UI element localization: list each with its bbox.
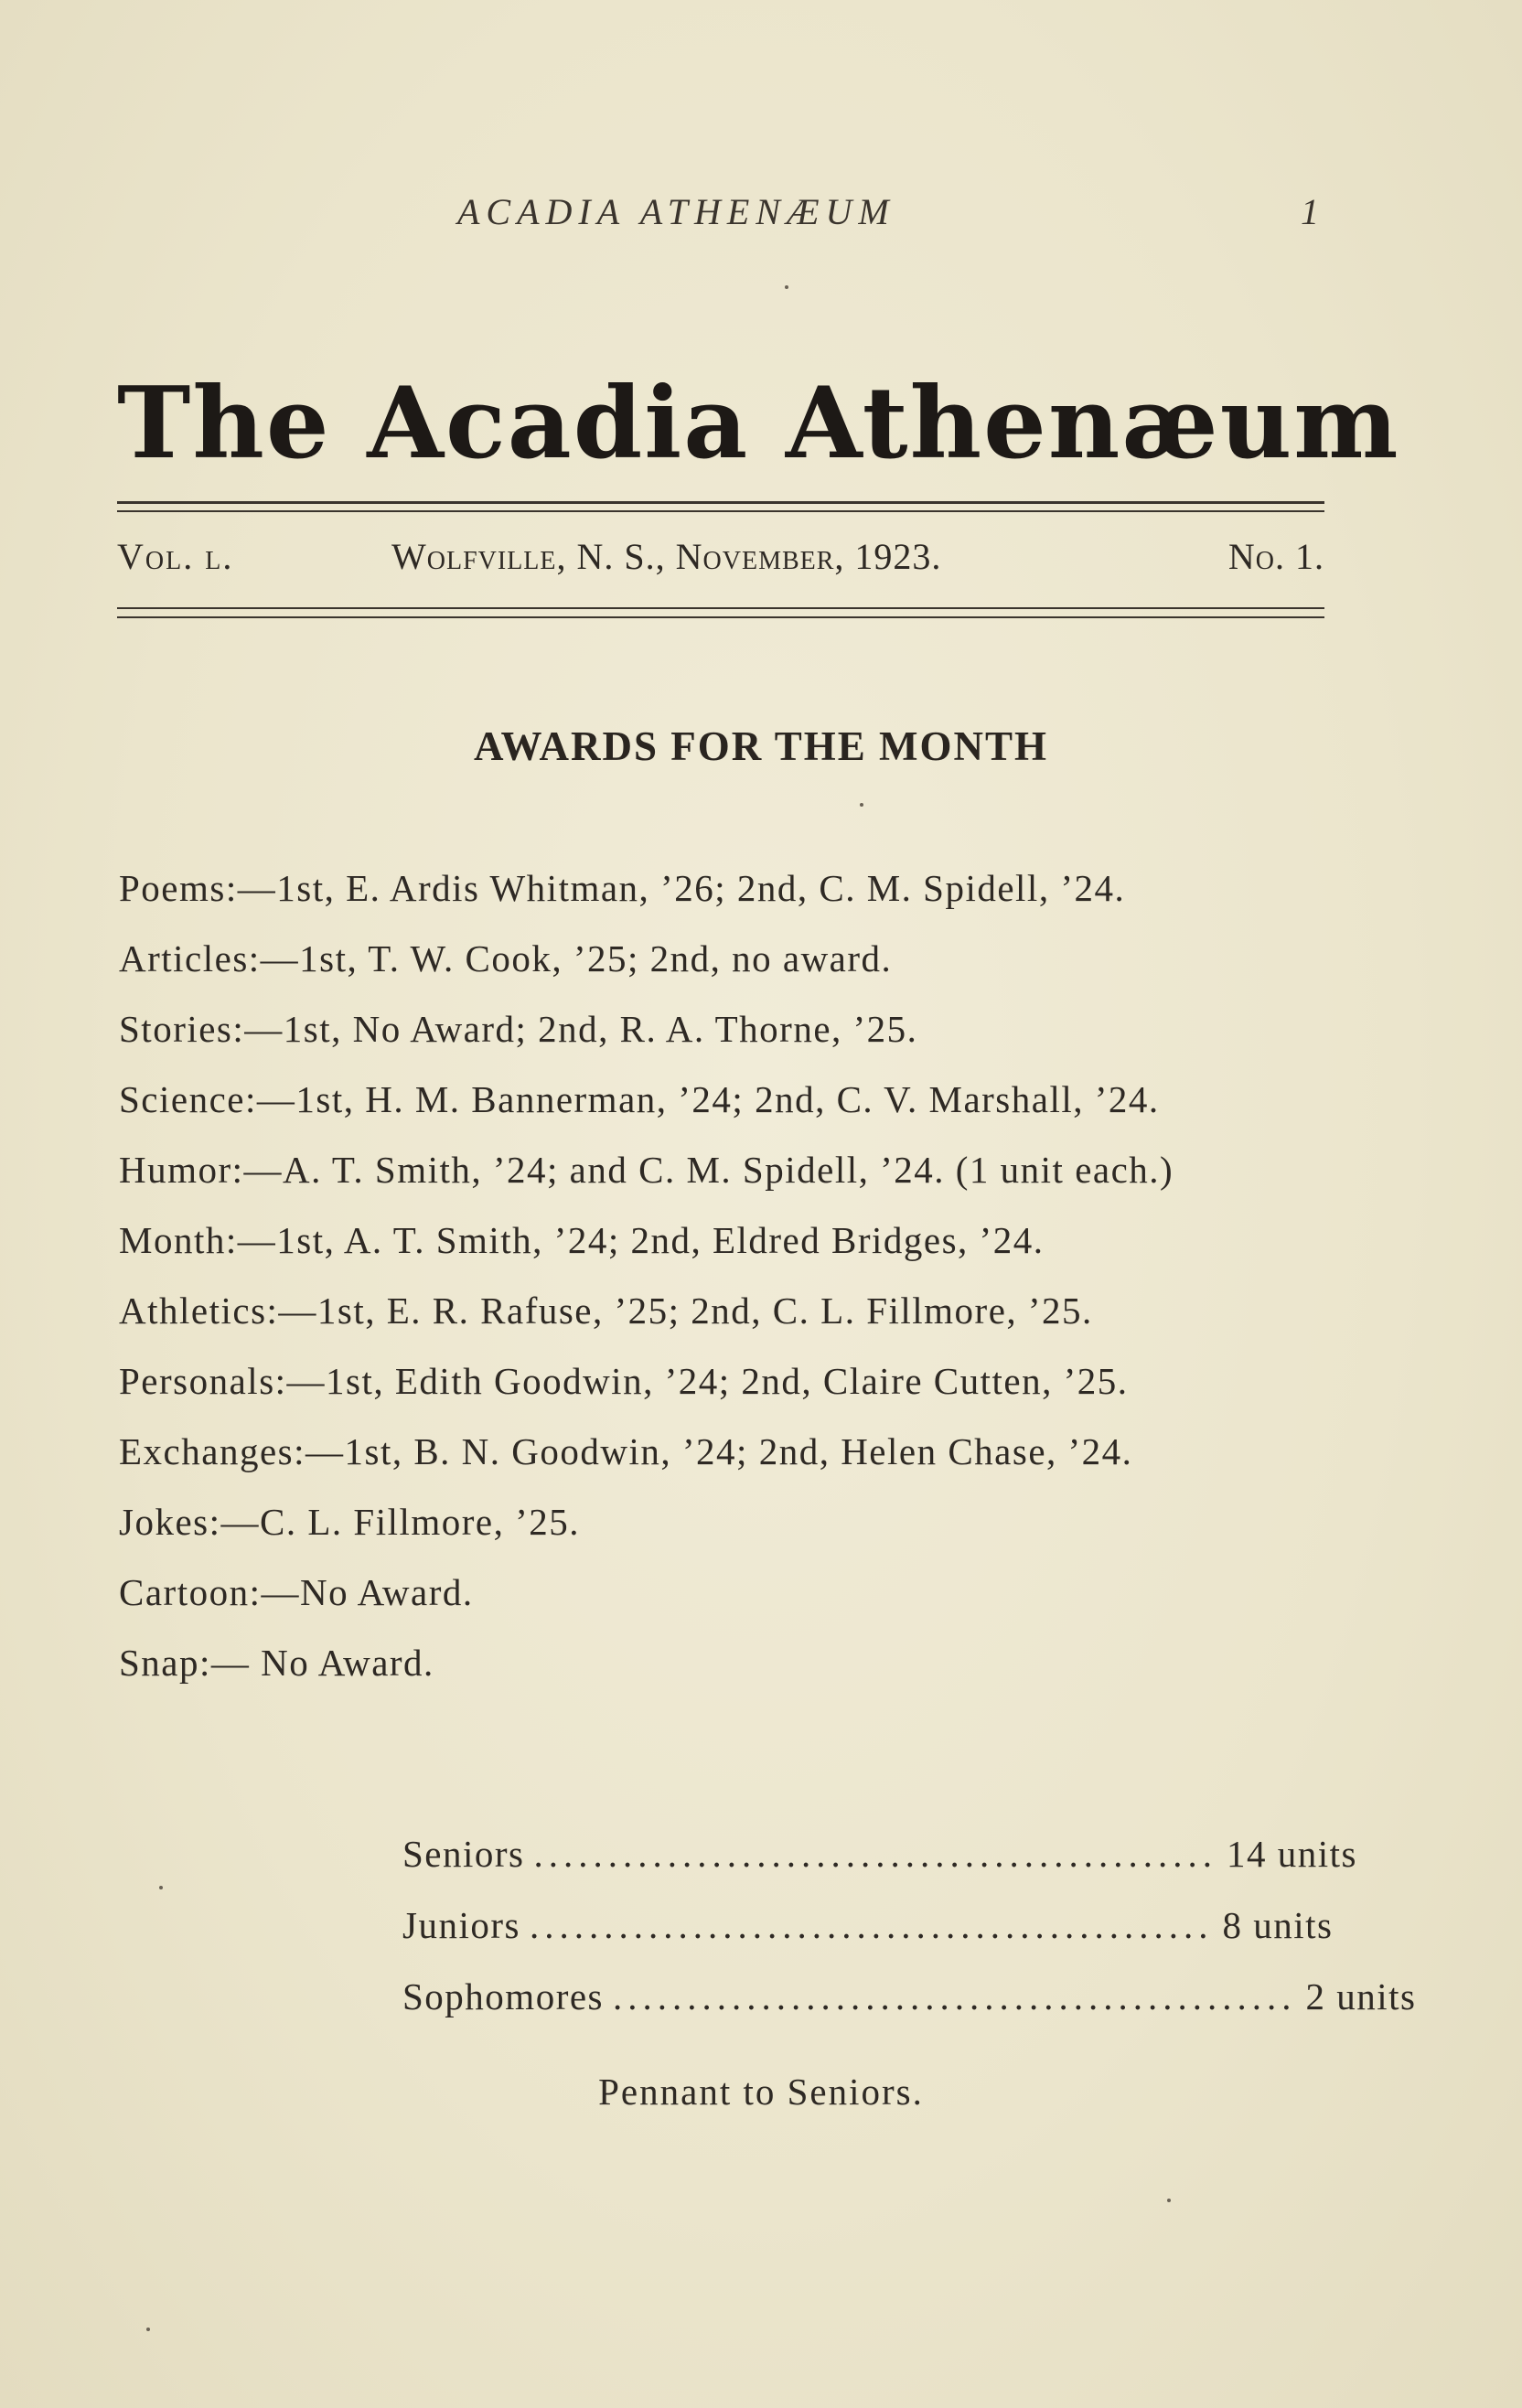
dot-leader: .............................................. [529,1904,1214,1946]
award-month: Month:—1st, A. T. Smith, ’24; 2nd, Eldred Bridges, ’24. [119,1219,1045,1261]
tally-class: Sophomores [402,1975,604,2017]
award-jokes: Jokes:—C. L. Fillmore, ’25. [119,1501,581,1543]
tally-class: Juniors [402,1904,520,1946]
award-personals: Personals:—1st, Edith Goodwin, ’24; 2nd, Claire Cutten, ’25. [119,1360,1129,1402]
issue-rule-top [117,607,1324,609]
section-title: AWARDS FOR THE MONTH [474,723,1048,769]
tally-units: 8 units [1222,1904,1334,1946]
volume-label: Vol. l. [117,536,234,577]
dot-leader: .............................................. [533,1833,1217,1875]
issue-number: No. 1. [1227,536,1324,577]
tally-units: 14 units [1227,1833,1357,1875]
award-athletics: Athletics:—1st, E. R. Rafuse, ’25; 2nd, C. L. Fillmore, ’25. [119,1290,1093,1332]
ink-speck [860,803,863,807]
award-poems: Poems:—1st, E. Ardis Whitman, ’26; 2nd, C. M. Spidell, ’24. [119,867,1126,909]
tally-row-juniors [402,1903,1334,1975]
tally-units: 2 units [1305,1975,1417,2017]
ink-speck [785,285,788,289]
issue-rule-bottom [117,616,1324,618]
issue-line [117,535,1324,590]
masthead-rule-top [117,501,1324,504]
masthead-rule-top-inner [117,510,1324,512]
award-articles: Articles:—1st, T. W. Cook, ’25; 2nd, no award. [119,937,893,979]
units-tally [402,1832,1417,2046]
page-number: 1 [1301,191,1319,232]
ink-speck [146,2328,150,2331]
running-title: ACADIA ATHENÆUM [457,191,895,232]
award-stories: Stories:—1st, No Award; 2nd, R. A. Thorne, ’25. [119,1008,918,1050]
award-exchanges: Exchanges:—1st, B. N. Goodwin, ’24; 2nd, Helen Chase, ’24. [119,1430,1133,1472]
award-cartoon: Cartoon:—No Award. [119,1571,474,1613]
tally-class: Seniors [402,1833,525,1875]
running-head [0,190,1522,245]
pennant-note: Pennant to Seniors. [598,2071,924,2113]
place-date: Wolfville, N. S., November, 1923. [391,536,942,577]
tally-row-sophomores [402,1975,1417,2046]
tally-row-seniors [402,1832,1357,1903]
masthead-title: The Acadia Athenæum [117,366,1400,481]
dot-leader: .............................................. [613,1975,1297,2017]
award-science: Science:—1st, H. M. Bannerman, ’24; 2nd, C. V. Marshall, ’24. [119,1078,1160,1120]
awards-list [119,864,1335,1709]
ink-speck [159,1886,163,1889]
award-snap: Snap:— No Award. [119,1642,434,1684]
ink-speck [1167,2199,1171,2202]
award-humor: Humor:—A. T. Smith, ’24; and C. M. Spidell, ’24. (1 unit each.) [119,1149,1174,1191]
